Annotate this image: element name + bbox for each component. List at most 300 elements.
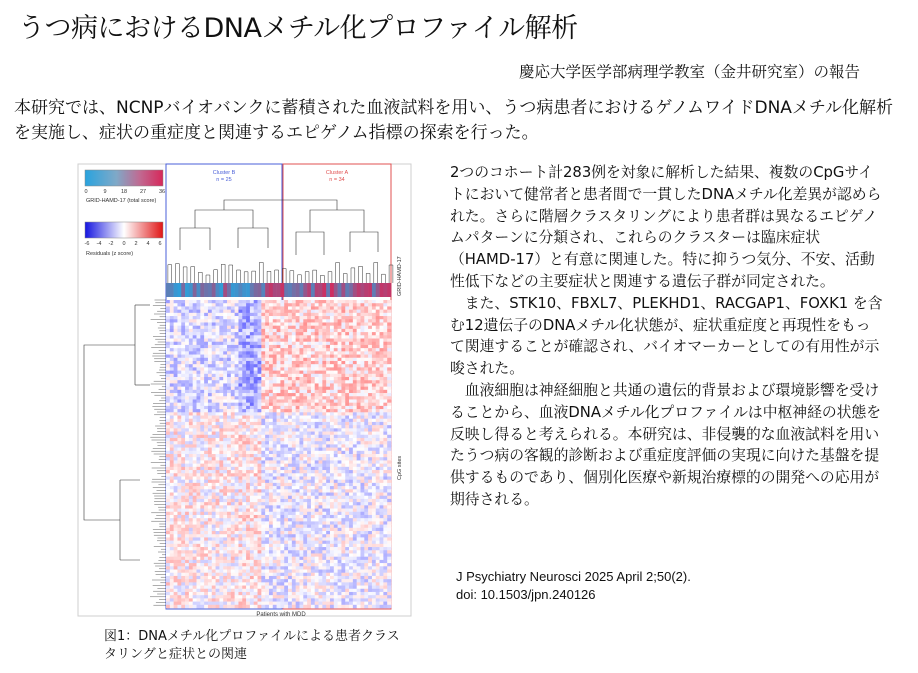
heatmap-cell (223, 586, 227, 590)
heatmap-cell (189, 390, 193, 394)
heatmap-cell (326, 310, 330, 314)
heatmap-cell (292, 518, 296, 522)
heatmap-cell (219, 592, 223, 596)
heatmap-cell (292, 425, 296, 429)
heatmap-cell (284, 534, 288, 538)
heatmap-cell (177, 602, 181, 606)
heatmap-cell (231, 521, 235, 525)
heatmap-cell (322, 566, 326, 570)
heatmap-cell (322, 553, 326, 557)
heatmap-cell (238, 371, 242, 375)
heatmap-cell (277, 521, 281, 525)
heatmap-cell (235, 377, 239, 381)
heatmap-cell (349, 496, 353, 500)
heatmap-cell (349, 393, 353, 397)
heatmap-cell (296, 380, 300, 384)
heatmap-cell (311, 329, 315, 333)
heatmap-cell (326, 355, 330, 359)
heatmap-cell (170, 399, 174, 403)
heatmap-cell (303, 550, 307, 554)
heatmap-cell (292, 444, 296, 448)
heatmap-cell (216, 582, 220, 586)
heatmap-cell (334, 576, 338, 580)
heatmap-cell (307, 419, 311, 423)
heatmap-cell (292, 476, 296, 480)
heatmap-cell (349, 582, 353, 586)
heatmap-cell (322, 303, 326, 307)
heatmap-cell (197, 348, 201, 352)
heatmap-cell (299, 557, 303, 561)
heatmap-cell (219, 326, 223, 330)
heatmap-cell (254, 432, 258, 436)
heatmap-cell (258, 319, 262, 323)
heatmap-cell (261, 383, 265, 387)
heatmap-cell (307, 396, 311, 400)
heatmap-cell (334, 595, 338, 599)
heatmap-cell (322, 380, 326, 384)
heatmap-cell (219, 390, 223, 394)
heatmap-cell (216, 470, 220, 474)
heatmap-cell (338, 319, 342, 323)
heatmap-cell (334, 358, 338, 362)
heatmap-cell (338, 467, 342, 471)
heatmap-cell (303, 332, 307, 336)
heatmap-cell (242, 544, 246, 548)
heatmap-cell (280, 586, 284, 590)
heatmap-cell (334, 412, 338, 416)
heatmap-cell (269, 505, 273, 509)
heatmap-cell (284, 499, 288, 503)
heatmap-cell (334, 364, 338, 368)
heatmap-cell (219, 441, 223, 445)
heatmap-cell (231, 399, 235, 403)
heatmap-cell (185, 557, 189, 561)
heatmap-cell (219, 576, 223, 580)
heatmap-cell (181, 525, 185, 529)
heatmap-cell (235, 396, 239, 400)
heatmap-cell (238, 383, 242, 387)
heatmap-cell (299, 313, 303, 317)
heatmap-cell (212, 339, 216, 343)
heatmap-cell (349, 544, 353, 548)
heatmap-cell (177, 550, 181, 554)
heatmap-cell (204, 563, 208, 567)
heatmap-cell (197, 355, 201, 359)
heatmap-cell (219, 422, 223, 426)
heatmap-cell (307, 518, 311, 522)
heatmap-cell (246, 541, 250, 545)
heatmap-cell (322, 435, 326, 439)
heatmap-cell (280, 316, 284, 320)
heatmap-cell (296, 547, 300, 551)
heatmap-cell (200, 515, 204, 519)
heatmap-cell (250, 486, 254, 490)
heatmap-cell (208, 432, 212, 436)
hamd-bar-cell (315, 283, 319, 297)
heatmap-cell (231, 406, 235, 410)
heatmap-cell (223, 380, 227, 384)
heatmap-cell (166, 499, 170, 503)
heatmap-cell (216, 448, 220, 452)
heatmap-cell (288, 364, 292, 368)
heatmap-cell (170, 541, 174, 545)
heatmap-cell (280, 403, 284, 407)
heatmap-cell (330, 393, 334, 397)
heatmap-cell (353, 473, 357, 477)
heatmap-cell (204, 582, 208, 586)
heatmap-cell (185, 489, 189, 493)
heatmap-cell (280, 444, 284, 448)
heatmap-cell (338, 403, 342, 407)
heatmap-cell (166, 316, 170, 320)
heatmap-cell (170, 602, 174, 606)
heatmap-cell (231, 486, 235, 490)
heatmap-cell (349, 387, 353, 391)
heatmap-cell (238, 573, 242, 577)
heatmap-cell (345, 483, 349, 487)
heatmap-cell (341, 483, 345, 487)
heatmap-cell (269, 512, 273, 516)
heatmap-cell (284, 306, 288, 310)
heatmap-cell (216, 550, 220, 554)
heatmap-cell (303, 396, 307, 400)
heatmap-cell (212, 393, 216, 397)
heatmap-cell (315, 505, 319, 509)
heatmap-cell (185, 598, 189, 602)
heatmap-cell (254, 435, 258, 439)
heatmap-cell (185, 326, 189, 330)
heatmap-cell (353, 441, 357, 445)
heatmap-cell (216, 313, 220, 317)
heatmap-cell (185, 579, 189, 583)
heatmap-cell (269, 380, 273, 384)
heatmap-cell (219, 335, 223, 339)
heatmap-cell (269, 361, 273, 365)
heatmap-cell (227, 383, 231, 387)
heatmap-cell (238, 342, 242, 346)
heatmap-cell (349, 521, 353, 525)
heatmap-cell (349, 351, 353, 355)
heatmap-cell (315, 557, 319, 561)
heatmap-cell (227, 566, 231, 570)
heatmap-cell (277, 566, 281, 570)
heatmap-cell (284, 322, 288, 326)
heatmap-cell (307, 345, 311, 349)
heatmap-cell (322, 319, 326, 323)
heatmap-cell (204, 496, 208, 500)
heatmap-cell (341, 313, 345, 317)
heatmap-cell (322, 518, 326, 522)
heatmap-cell (319, 303, 323, 307)
heatmap-cell (174, 541, 178, 545)
heatmap-cell (353, 367, 357, 371)
heatmap-cell (269, 534, 273, 538)
heatmap-cell (219, 322, 223, 326)
heatmap-cell (250, 553, 254, 557)
heatmap-cell (219, 496, 223, 500)
heatmap-cell (170, 342, 174, 346)
heatmap-cell (174, 566, 178, 570)
heatmap-cell (341, 505, 345, 509)
heatmap-cell (197, 464, 201, 468)
heatmap-cell (238, 563, 242, 567)
heatmap-cell (326, 319, 330, 323)
hamd-bar-cell (357, 283, 361, 297)
heatmap-cell (258, 525, 262, 529)
hamd-bar-cell (246, 283, 250, 297)
heatmap-cell (273, 364, 277, 368)
heatmap-cell (280, 380, 284, 384)
heatmap-cell (189, 374, 193, 378)
heatmap-cell (299, 563, 303, 567)
heatmap-cell (181, 448, 185, 452)
heatmap-cell (330, 313, 334, 317)
heatmap-cell (174, 377, 178, 381)
heatmap-cell (315, 345, 319, 349)
heatmap-cell (246, 457, 250, 461)
heatmap-cell (273, 454, 277, 458)
heatmap-cell (269, 306, 273, 310)
heatmap-cell (280, 528, 284, 532)
hamd-bar-cell (349, 283, 353, 297)
heatmap-cell (345, 322, 349, 326)
hamd-bar-cell (250, 283, 254, 297)
heatmap-cell (269, 387, 273, 391)
heatmap-cell (338, 493, 342, 497)
heatmap-cell (353, 489, 357, 493)
heatmap-cell (334, 605, 338, 609)
heatmap-cell (334, 589, 338, 593)
heatmap-cell (185, 521, 189, 525)
heatmap-cell (319, 322, 323, 326)
heatmap-cell (181, 432, 185, 436)
heatmap-cell (299, 409, 303, 413)
heatmap-cell (265, 541, 269, 545)
heatmap-cell (265, 537, 269, 541)
heatmap-cell (303, 412, 307, 416)
heatmap-cell (269, 592, 273, 596)
heatmap-cell (261, 499, 265, 503)
heatmap-cell (197, 380, 201, 384)
heatmap-cell (307, 541, 311, 545)
heatmap-cell (322, 586, 326, 590)
heatmap-cell (280, 300, 284, 304)
heatmap-cell (250, 454, 254, 458)
heatmap-cell (246, 361, 250, 365)
hamd-bar-cell (235, 283, 239, 297)
heatmap-cell (315, 393, 319, 397)
heatmap-cell (219, 582, 223, 586)
heatmap-cell (216, 512, 220, 516)
heatmap-cell (319, 595, 323, 599)
heatmap-cell (170, 464, 174, 468)
heatmap-cell (204, 319, 208, 323)
heatmap-cell (185, 367, 189, 371)
heatmap-cell (242, 547, 246, 551)
heatmap-cell (288, 316, 292, 320)
heatmap-cell (296, 364, 300, 368)
heatmap-cell (258, 335, 262, 339)
heatmap-cell (219, 451, 223, 455)
heatmap-cell (341, 502, 345, 506)
heatmap-cell (303, 476, 307, 480)
heatmap-cell (174, 460, 178, 464)
heatmap-cell (250, 457, 254, 461)
heatmap-cell (261, 300, 265, 304)
heatmap-cell (315, 470, 319, 474)
hamd-bar-cell (338, 283, 342, 297)
heatmap-cell (212, 358, 216, 362)
heatmap-cell (334, 425, 338, 429)
heatmap-cell (292, 560, 296, 564)
heatmap-cell (246, 374, 250, 378)
heatmap-cell (299, 573, 303, 577)
heatmap-cell (181, 303, 185, 307)
heatmap-cell (292, 586, 296, 590)
heatmap-cell (231, 345, 235, 349)
heatmap-cell (200, 473, 204, 477)
heatmap-cell (238, 322, 242, 326)
heatmap-cell (269, 486, 273, 490)
heatmap-cell (185, 512, 189, 516)
heatmap-cell (185, 438, 189, 442)
heatmap-cell (181, 406, 185, 410)
heatmap-cell (296, 342, 300, 346)
heatmap-cell (246, 342, 250, 346)
heatmap-cell (212, 435, 216, 439)
heatmap-cell (334, 505, 338, 509)
heatmap-cell (193, 374, 197, 378)
heatmap-cell (246, 419, 250, 423)
heatmap-cell (250, 544, 254, 548)
heatmap-cell (223, 435, 227, 439)
heatmap-cell (189, 322, 193, 326)
heatmap-cell (227, 432, 231, 436)
heatmap-cell (280, 473, 284, 477)
heatmap-cell (349, 383, 353, 387)
heatmap-cell (296, 602, 300, 606)
heatmap-cell (299, 432, 303, 436)
heatmap-cell (345, 355, 349, 359)
heatmap-cell (235, 390, 239, 394)
heatmap-cell (208, 537, 212, 541)
heatmap-cell (269, 358, 273, 362)
heatmap-cell (189, 499, 193, 503)
heatmap-cell (231, 351, 235, 355)
heatmap-cell (197, 521, 201, 525)
heatmap-cell (193, 582, 197, 586)
heatmap-cell (345, 332, 349, 336)
heatmap-cell (170, 563, 174, 567)
heatmap-cell (246, 531, 250, 535)
heatmap-cell (261, 576, 265, 580)
heatmap-cell (292, 332, 296, 336)
heatmap-cell (216, 592, 220, 596)
heatmap-cell (238, 505, 242, 509)
heatmap-cell (174, 419, 178, 423)
heatmap-cell (311, 306, 315, 310)
heatmap-cell (223, 589, 227, 593)
heatmap-cell (349, 537, 353, 541)
heatmap-cell (212, 432, 216, 436)
heatmap-cell (277, 560, 281, 564)
hamd-colorbar (85, 170, 163, 186)
heatmap-cell (303, 403, 307, 407)
heatmap-cell (166, 534, 170, 538)
heatmap-cell (296, 541, 300, 545)
heatmap-cell (284, 525, 288, 529)
heatmap-cell (216, 464, 220, 468)
heatmap-cell (345, 425, 349, 429)
heatmap-cell (341, 332, 345, 336)
heatmap-cell (349, 300, 353, 304)
heatmap-cell (330, 403, 334, 407)
heatmap-cell (326, 493, 330, 497)
heatmap-cell (193, 428, 197, 432)
heatmap-cell (292, 310, 296, 314)
heatmap-cell (200, 483, 204, 487)
heatmap-cell (166, 570, 170, 574)
heatmap-cell (292, 396, 296, 400)
heatmap-cell (208, 598, 212, 602)
heatmap-cell (265, 428, 269, 432)
heatmap-cell (330, 457, 334, 461)
heatmap-cell (353, 339, 357, 343)
heatmap-cell (185, 448, 189, 452)
heatmap-cell (246, 483, 250, 487)
heatmap-cell (353, 348, 357, 352)
heatmap-cell (185, 467, 189, 471)
side-label-hamd: GRID-HAMD-17 (397, 256, 403, 296)
heatmap-cell (265, 579, 269, 583)
heatmap-cell (223, 598, 227, 602)
heatmap-cell (216, 457, 220, 461)
cluster-b-label: Cluster B (212, 170, 236, 176)
heatmap-cell (322, 335, 326, 339)
heatmap-cell (265, 502, 269, 506)
heatmap-cell (181, 499, 185, 503)
heatmap-cell (177, 393, 181, 397)
heatmap-cell (200, 560, 204, 564)
heatmap-cell (307, 579, 311, 583)
heatmap-cell (200, 422, 204, 426)
heatmap-cell (258, 345, 262, 349)
heatmap-cell (174, 582, 178, 586)
heatmap-cell (235, 493, 239, 497)
heatmap-cell (246, 403, 250, 407)
heatmap-cell (265, 560, 269, 564)
heatmap-cell (345, 380, 349, 384)
heatmap-cell (273, 499, 277, 503)
heatmap-cell (345, 550, 349, 554)
heatmap-cell (219, 409, 223, 413)
heatmap-cell (319, 502, 323, 506)
heatmap-cell (284, 460, 288, 464)
heatmap-cell (254, 483, 258, 487)
heatmap-cell (216, 332, 220, 336)
heatmap-cell (246, 557, 250, 561)
heatmap-cell (189, 326, 193, 330)
heatmap-cell (216, 557, 220, 561)
heatmap-cell (235, 303, 239, 307)
heatmap-cell (200, 521, 204, 525)
heatmap-cell (307, 441, 311, 445)
heatmap-cell (254, 438, 258, 442)
heatmap-cell (261, 473, 265, 477)
heatmap-cell (273, 342, 277, 346)
heatmap-cell (174, 483, 178, 487)
heatmap-cell (231, 367, 235, 371)
